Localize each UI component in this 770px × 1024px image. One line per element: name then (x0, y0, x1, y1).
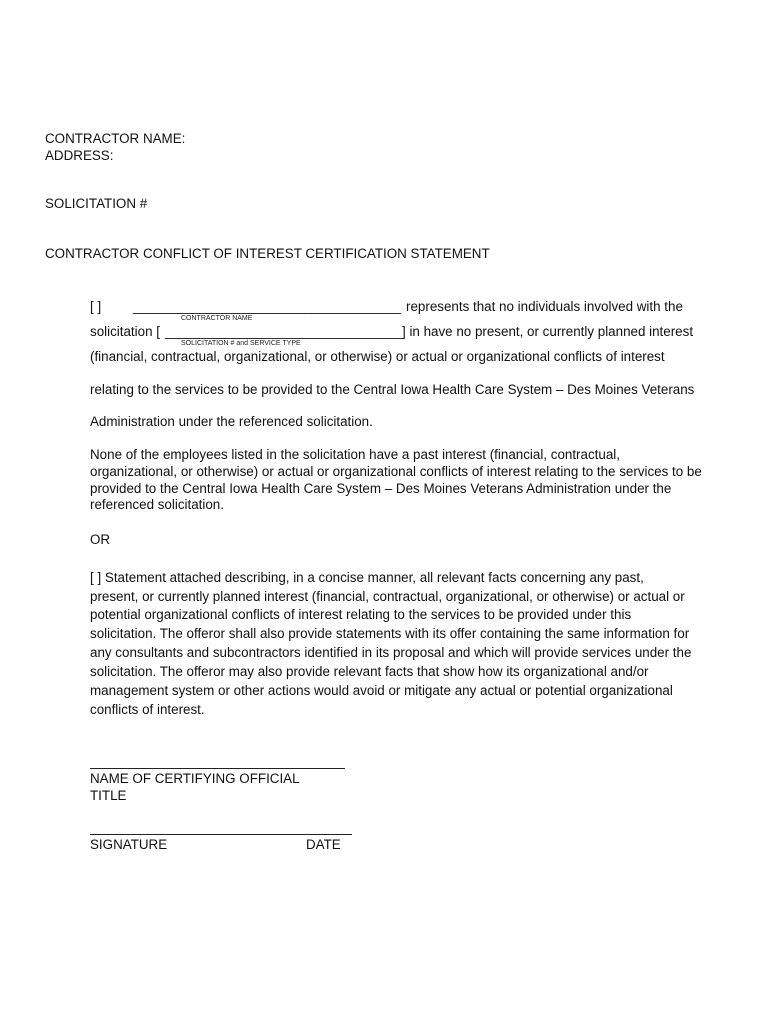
statement-title: CONTRACTOR CONFLICT OF INTEREST CERTIFICATION STATEMENT (45, 246, 490, 261)
paragraph-line: solicitation. The offeror may also provide relevant facts that show how its organizational and/or (90, 664, 649, 679)
solicitation-caption: SOLICITATION # and SERVICE TYPE (181, 340, 301, 347)
paragraph-line: None of the employees listed in the solicitation have a past interest (financial, contractual, (90, 447, 620, 462)
signature-line[interactable] (90, 834, 352, 835)
option1-line2-tail: ] in have no present, or currently planned interest (402, 324, 694, 339)
option1-line3: (financial, contractual, organizational, or otherwise) or actual or organizational conflicts of interest (90, 349, 665, 364)
option1-line4: relating to the services to be provided to the Central Iowa Health Care System – Des Moines Veterans (90, 382, 695, 397)
option1-checkbox[interactable]: [ ] (90, 299, 102, 314)
paragraph-line: potential organizational conflicts of interest relating to the services to be provided under this (90, 607, 632, 622)
paragraph-line: management system or other actions would avoid or mitigate any actual or potential organizational (90, 683, 673, 698)
option1-line2-head: solicitation [ (90, 324, 160, 339)
paragraph-line: provided to the Central Iowa Health Care System – Des Moines Veterans Administration under the (90, 481, 672, 496)
solicitation-label: SOLICITATION # (45, 196, 148, 211)
address-label: ADDRESS: (45, 148, 114, 163)
certifying-official-label: NAME OF CERTIFYING OFFICIAL (90, 771, 300, 786)
contractor-name-label: CONTRACTOR NAME: (45, 131, 186, 146)
or-label: OR (90, 532, 111, 547)
contractor-name-caption: CONTRACTOR NAME (181, 315, 253, 322)
date-label: DATE (306, 837, 341, 852)
official-name-line[interactable] (90, 768, 345, 769)
paragraph-line: conflicts of interest. (90, 702, 205, 717)
paragraph-line: referenced solicitation. (90, 497, 224, 512)
solicitation-blank[interactable]: ________________________________ (165, 324, 404, 339)
signature-label: SIGNATURE (90, 837, 168, 852)
paragraph-line: present, or currently planned interest (financial, contractual, organizational, or otherwise) or actual or (90, 589, 685, 604)
option2-checkbox-line[interactable]: [ ] Statement attached describing, in a concise manner, all relevant facts concerning any past, (90, 570, 644, 585)
title-label: TITLE (90, 788, 127, 803)
paragraph-line: solicitation. The offeror shall also provide statements with its offer containing the same information for (90, 626, 690, 641)
paragraph-line: any consultants and subcontractors identified in its proposal and which will provide services under the (90, 645, 692, 660)
contractor-name-blank[interactable]: ____________________________________ (133, 299, 402, 314)
paragraph-line: organizational, or otherwise) or actual or organizational conflicts of interest relating to the services to be (90, 464, 702, 479)
option1-line5: Administration under the referenced solicitation. (90, 414, 373, 429)
option1-line1-tail: represents that no individuals involved with the (406, 299, 683, 314)
